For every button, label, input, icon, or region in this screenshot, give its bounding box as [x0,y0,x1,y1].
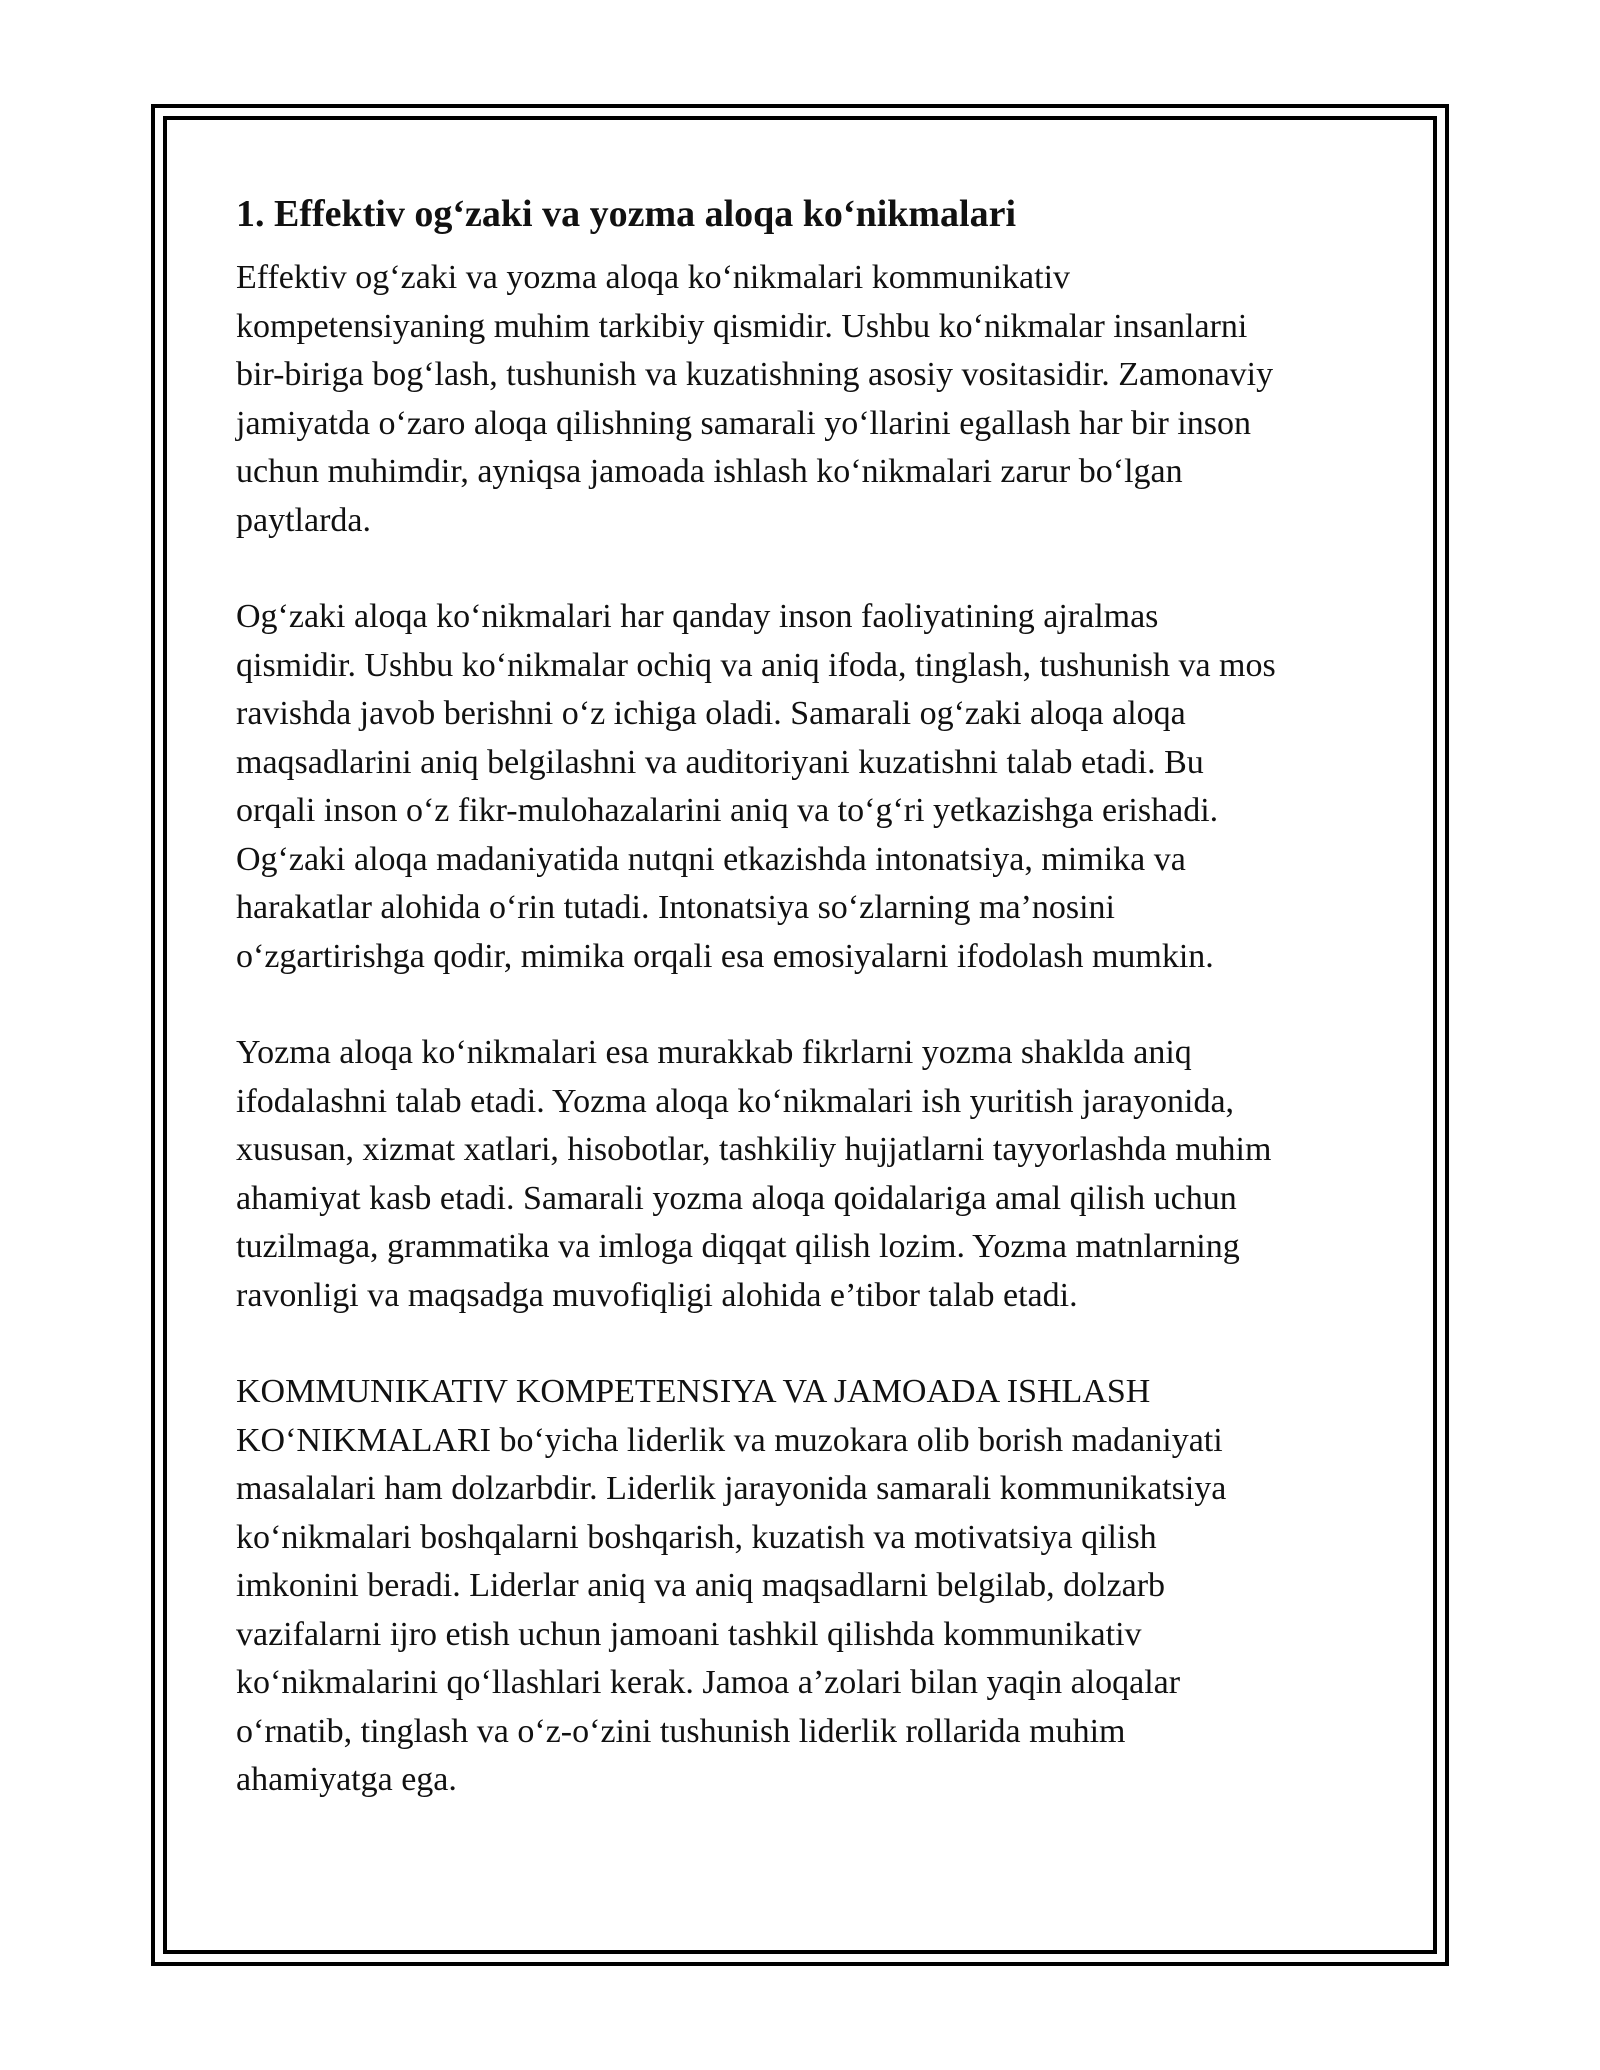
paragraph-line: maqsadlarini aniq belgilashni va auditoriyani kuzatishni talab etadi. Bu [236,743,1204,781]
paragraph [236,1029,1386,1320]
paragraph-line: ko‘nikmalarini qo‘llashlari kerak. Jamoa a’zolari bilan yaqin aloqalar [236,1664,1181,1701]
paragraph-line: xususan, xizmat xatlari, hisobotlar, tashkiliy hujjatlarni tayyorlashda muhim [236,1131,1272,1168]
paragraph-line: orqali inson o‘z fikr-mulohazalarini aniq va to‘g‘ri yetkazishga erishadi. [236,792,1219,829]
paragraph-line: kompetensiyaning muhim tarkibiy qismidir. Ushbu ko‘nikmalar insanlarni [236,307,1248,345]
paragraph-line: vazifalarni ijro etish uchun jamoani tashkil qilishda kommunikativ [236,1615,1142,1653]
paragraph-line: bir-biriga bog‘lash, tushunish va kuzatishning asosiy vositasidir. Zamonaviy [236,356,1274,393]
paragraph-line: KOMMUNIKATIV KOMPETENSIYA VA JAMOADA ISHLASH [236,1373,1151,1410]
paragraph-line: tuzilmaga, grammatika va imloga diqqat qilish lozim. Yozma matnlarning [236,1228,1240,1265]
paragraph-line: o‘zgartirishga qodir, mimika orqali esa emosiyalarni ifodolash mumkin. [236,937,1214,975]
paragraph-line: qismidir. Ushbu ko‘nikmalar ochiq va aniq ifoda, tinglash, tushunish va mos [236,646,1276,684]
paragraph-line: paytlarda. [236,501,371,539]
paragraph-line: Og‘zaki aloqa madaniyatida nutqni etkazishda intonatsiya, mimika va [236,840,1186,878]
paragraph-line: Yozma aloqa ko‘nikmalari esa murakkab fikrlarni yozma shaklda aniq [236,1034,1192,1071]
paragraph-line: KO‘NIKMALARI bo‘yicha liderlik va muzokara olib borish madaniyati [236,1421,1223,1459]
paragraph-list [236,254,1386,1805]
paragraph-line: jamiyatda o‘zaro aloqa qilishning samarali yo‘llarini egallash har bir inson [236,404,1251,442]
section-heading: 1. Effektiv og‘zaki va yozma aloqa ko‘nikmalari [236,193,1017,235]
paragraph-line: harakatlar alohida o‘rin tutadi. Intonatsiya so‘zlarning ma’nosini [236,889,1116,926]
paragraph-line: ahamiyatga ega. [236,1761,457,1798]
paragraph-line: Og‘zaki aloqa ko‘nikmalari har qanday inson faoliyatining ajralmas [236,598,1159,635]
paragraph-line: ravishda javob berishni o‘z ichiga oladi. Samarali og‘zaki aloqa aloqa [236,695,1186,732]
paragraph [236,593,1386,981]
paragraph-line: ahamiyat kasb etadi. Samarali yozma aloqa qoidalariga amal qilish uchun [236,1179,1237,1217]
paragraph-line: uchun muhimdir, ayniqsa jamoada ishlash ko‘nikmalari zarur bo‘lgan [236,453,1183,490]
paragraph-line: imkonini beradi. Liderlar aniq va aniq maqsadlarni belgilab, dolzarb [236,1567,1166,1604]
paragraph [236,1368,1386,1805]
paragraph-line: masalalari ham dolzarbdir. Liderlik jarayonida samarali kommunikatsiya [236,1470,1227,1507]
document-body [236,186,1386,1853]
paragraph-line: o‘rnatib, tinglash va o‘z-o‘zini tushunish liderlik rollarida muhim [236,1712,1126,1750]
paragraph-line: ko‘nikmalari boshqalarni boshqarish, kuzatish va motivatsiya qilish [236,1518,1157,1556]
paragraph-line: ravonligi va maqsadga muvofiqligi alohida e’tibor talab etadi. [236,1276,1078,1314]
paragraph-line: Effektiv og‘zaki va yozma aloqa ko‘nikmalari kommunikativ [236,259,1071,296]
paragraph-line: ifodalashni talab etadi. Yozma aloqa ko‘nikmalari ish yuritish jarayonida, [236,1082,1235,1120]
paragraph [236,254,1386,545]
